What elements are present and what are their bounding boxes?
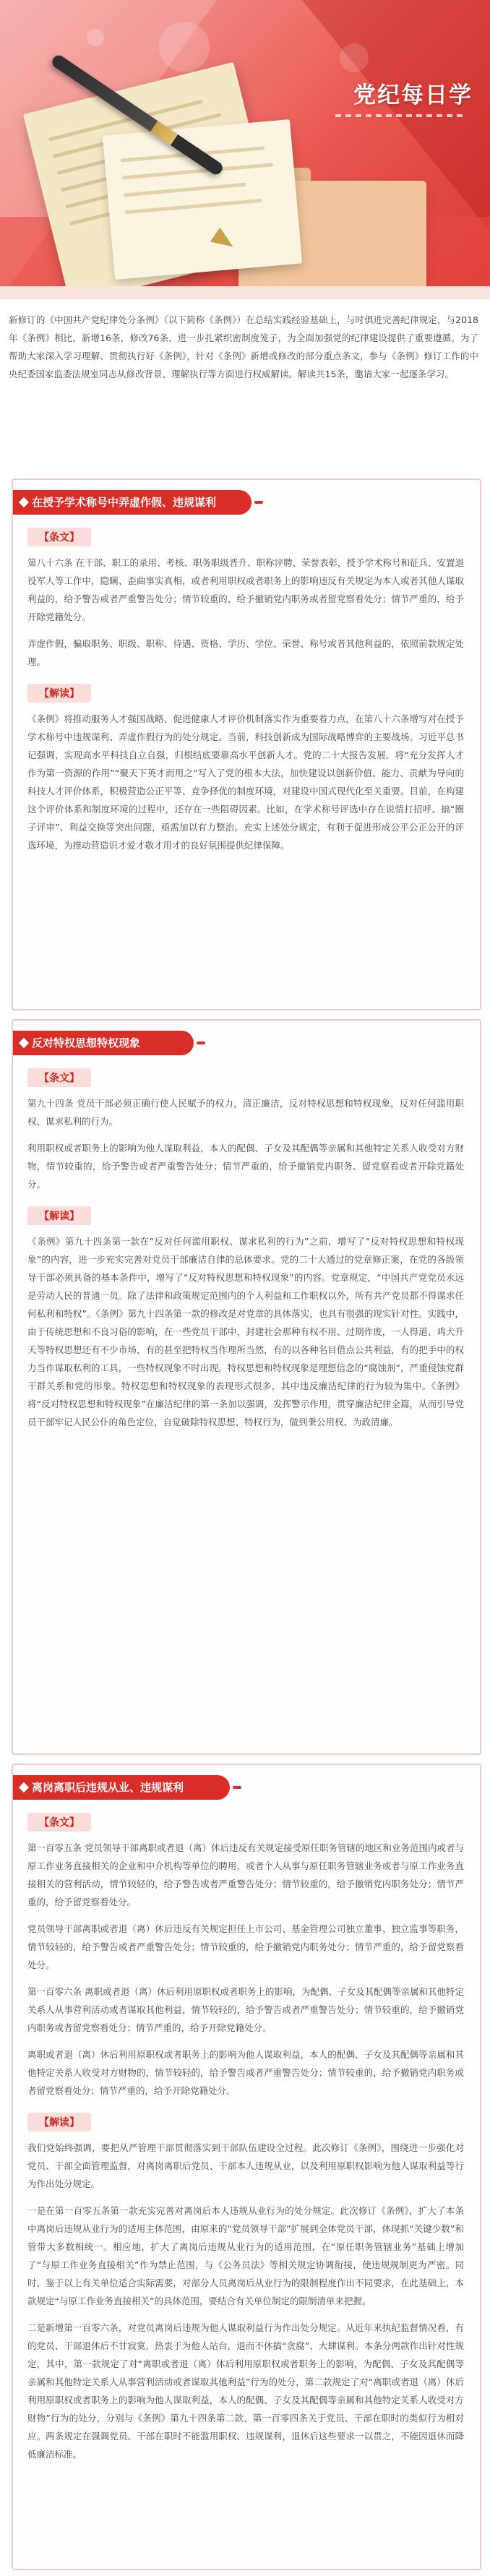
title-underline [335, 114, 465, 117]
interpretation-paragraph: 一是在第一百零五条第一款充实完善对离岗后本人违规从业行为的处分规定。此次修订《条例》，扩大了本条中离岗后违规从业行为的适用主体范围，由原来的“党员领导干部”扩展到全体党员干部，体现抓“关键少数”和管带大多数相统一。相应地，扩大了离岗后违规从业行为的适用范围，在“原任职务管辖业务”基础上增加了“与原工作业务直接相关”作为禁止范围，与《公务员法》等相关规定协调衔接，使违规规制更为严密。同时，鉴于以上有关单位适合实际需要，对部分人员离岗后从业行为的限制程度作出不同要求，在此基础上，本款规定“与原工作业务直接相关”的具体范围，要结合有关单位制定的限制清单来把握。 [27, 2205, 464, 2306]
interpretation-tag: 【解读】 [27, 1206, 91, 1225]
interpretation-tag: 【解读】 [27, 684, 91, 703]
clause-tag: 【条文】 [27, 528, 91, 546]
clause-paragraph: 弄虚作假，骗取职务、职级、职称、待遇、资格、学历、学位、荣誉、称号或者其他利益的，依照前款规定处理。 [27, 638, 464, 667]
clause-tag: 【条文】 [27, 1813, 91, 1832]
banner-bottom-edge [0, 286, 490, 299]
clause-paragraph: 离职或者退（离）休后利用原职权或者职务上的影响为他人谋取利益，本人的配偶、子女及其配偶等亲属和其他特定关系人收受对方财物的，情节较轻的，给予警告或者严重警告处分；情节较重的，给予撤销党内职务或者留党察看处分；情节严重的，给予开除党籍处分。 [27, 2049, 464, 2096]
decor-circle [87, 29, 104, 46]
section-header: 在授予学术称号中弄虚作假、违规谋利 [13, 490, 252, 515]
interpretation-tag: 【解读】 [27, 2113, 91, 2131]
section-panel [12, 1764, 481, 2570]
header-banner [0, 0, 490, 299]
intro-paragraph: 新修订的《中国共产党纪律处分条例》（以下简称《条例》）在总结实践经验基础上，与时俱进完善纪律规定，与2018年《条例》相比，新增16条，修改76条，进一步扎紧织密制度笼子，为全面加强党的纪律建设提供了重要遵循。为了帮助大家深入学习理解、贯彻执行好《条例》，针对《条例》新增或修改的部分重点条文，参与《条例》修订工作的中央纪委国家监委法规室同志从修改背景、理解执行等方面进行权威解读。解读共15条，邀请大家一起逐条学习。 [9, 314, 478, 379]
clause-paragraph: 第八十六条 在干部、职工的录用、考核、职务职级晋升、职称评聘、荣誉表彰，授予学术称号和征兵、安置退役军人等工作中，隐瞒、歪曲事实真相，或者利用职权或者职务上的影响违反有关规定为本人或者其他人谋取利益的，给予警告或者严重警告处分；情节较重的，给予撤销党内职务或者留党察看处分；情节严重的，给予开除党籍处分。 [27, 557, 464, 622]
section-header: 离岗离职后违规从业、违规谋利 [13, 1775, 230, 1800]
decor-circle [340, 43, 369, 72]
interpretation-paragraph: 《条例》将推动服务人才强国战略、促进健康人才评价机制落实作为重要着力点，在第八十六条增写对在授予学术称号中违规谋利、弄虚作假行为的处分规定。当前，科技创新成为国际战略博弈的主要战场。习近平总书记强调，实现高水平科技自立自强，归根结底要靠高水平创新人才。党的二十大报告发展，将“充分发挥人才作为第一资源的作用”“聚天下英才而用之”写入了党的根本大法，加快建设以创新价值、能力、贡献为导向的科技人才评价体系，积极营造公正平等、竞争择优的制度环境，对建设中国式现代化至关重要。目前，在构建这个评价体系和制度环境的过程中，还存在一些阻碍因素。比如，在学术称号评选中存在说情打招呼、搞“圈子评审”、利益交换等突出问题，亟需加以有力整治。充实上述处分规定，有利于促进形成公平公正公开的评选环境，为推动营造识才爱才敬才用才的良好氛围提供纪律保障。 [27, 713, 464, 851]
interpretation-paragraph: 《条例》第九十四条第一款在“反对任何滥用职权、谋求私利的行为”之前，增写了“反对特权思想和特权现象”的内容，进一步充实完善对党员干部廉洁自律的总体要求。党的二十大通过的党章修正案，在党的各级领导干部必须具备的基本条件中，增写了“反对特权思想和特权现象”的内容。党章规定，“中国共产党党员永远是劳动人民的普通一员。除了法律和政策规定范围内的个人利益和工作职权以外，所有共产党员都不得谋求任何私利和特权”。《条例》第九十四条第一款的修改是对党章的具体落实，也具有很强的现实针对性。实践中，由于传统思想和不良习俗的影响，在一些党员干部中，封建社会那种有权不用、过期作废，一人得道、鸡犬升天等特权思想还有不少市场，有的甚至把特权当作理所当然，有的以各种名目借点公共利益，有的把手中的权力当作谋取私利的工具，一些特权现象不时出现。特权思想和特权现象是理想信念的“腐蚀剂”，严重侵蚀党群干群关系和党的形象。特权思想和特权现象的表现形式很多，其中违反廉洁纪律的行为较为集中。《条例》将“反对特权思想和特权现象”在廉洁纪律的第一条加以强调，发挥警示作用，贯穿廉洁纪律全篇，从而引导党员干部牢记人民公仆的角色定位，自觉破除特权思想、特权行为，做到秉公用权、为政清廉。 [27, 1236, 464, 1427]
clause-paragraph: 第一百零五条 党员领导干部离职或者退（离）休后违反有关规定接受原任职务管辖的地区和业务范围内或者与原工作业务直接相关的企业和中介机构等单位的聘用，或者个人从事与原任职务管辖业务或者与原工作业务直接相关的营利活动，情节较轻的，给予警告或者严重警告处分；情节较重的，给予撤销党内职务处分；情节严重的，给予留党察看处分。 [27, 1842, 464, 1907]
clause-paragraph: 第一百零六条 离职或者退（离）休后利用原职权或者职务上的影响，为配偶、子女及其配偶等亲属和其他特定关系人从事营利活动或者谋取其他利益，情节较轻的，给予警告或者严重警告处分；情节较重的，给予撤销党内职务或者留党察看处分；情节严重的，给予开除党籍处分。 [27, 1986, 464, 2033]
paper-illustration [103, 119, 302, 280]
decor-circle [159, 22, 210, 72]
section-panel [12, 1019, 481, 1755]
interpretation-paragraph: 我们党始终强调，要把从严管理干部贯彻落实到干部队伍建设全过程。此次修订《条例》，围绕进一步强化对党员、干部全面管理监督，对离岗离职后党员、干部本人违规从业，以及利用原职权影响为他人谋取利益等行为作出处分规定。 [27, 2142, 464, 2189]
page-title: 党纪每日学 [353, 82, 473, 108]
section-panel [12, 478, 481, 1010]
clause-paragraph: 第九十四条 党员干部必须正确行使人民赋予的权力，清正廉洁，反对特权思想和特权现象，反对任何滥用职权、谋求私利的行为。 [27, 1098, 464, 1127]
interpretation-paragraph: 二是新增第一百零六条，对党员离岗后违规为他人谋取利益行为作出处分规定。从近年来执纪监督情况看，有的党员、干部退休后不甘寂寞，热衷于为他人站台，退而不休搞“贪腐”、大肆谋利。本条分两款作出针对性规定，其中，第一款规定了对“离职或者退（离）休后利用原职权或者职务上的影响，为配偶、子女及其配偶等亲属和其他特定关系人从事营利活动或者谋取其他利益”行为的处分，第二款规定了对“离职或者退（离）休后利用原职权或者职务上的影响为他人谋取利益，本人的配偶、子女及其配偶等亲属和其他特定关系人收受对方财物”行为的处分，分别与《条例》第九十四条第二款、第一百零四条关于党员、干部在职时的类似行为相对应。两条规定在强调党员、干部在职时不能滥用职权、违规谋利，退休后这些要求一以贯之，不能因退休而降低廉洁标准。 [27, 2322, 464, 2460]
clause-paragraph: 利用职权或者职务上的影响为他人谋取利益，本人的配偶、子女及其配偶等亲属和其他特定关系人收受对方财物，情节较重的，给予警告或者严重警告处分；情节严重的，给予撤销党内职务、留党察看或者开除党籍处分。 [27, 1143, 464, 1190]
clause-tag: 【条文】 [27, 1068, 91, 1087]
section-header: 反对特权思想特权现象 [13, 1031, 194, 1055]
clause-paragraph: 党员领导干部离职或者退（离）休后违反有关规定担任上市公司、基金管理公司独立董事、独立监事等职务，情节较轻的，给予警告或者严重警告处分；情节较重的，给予撤销党内职务处分；情节严重的，给予留党察看处分。 [27, 1923, 464, 1970]
